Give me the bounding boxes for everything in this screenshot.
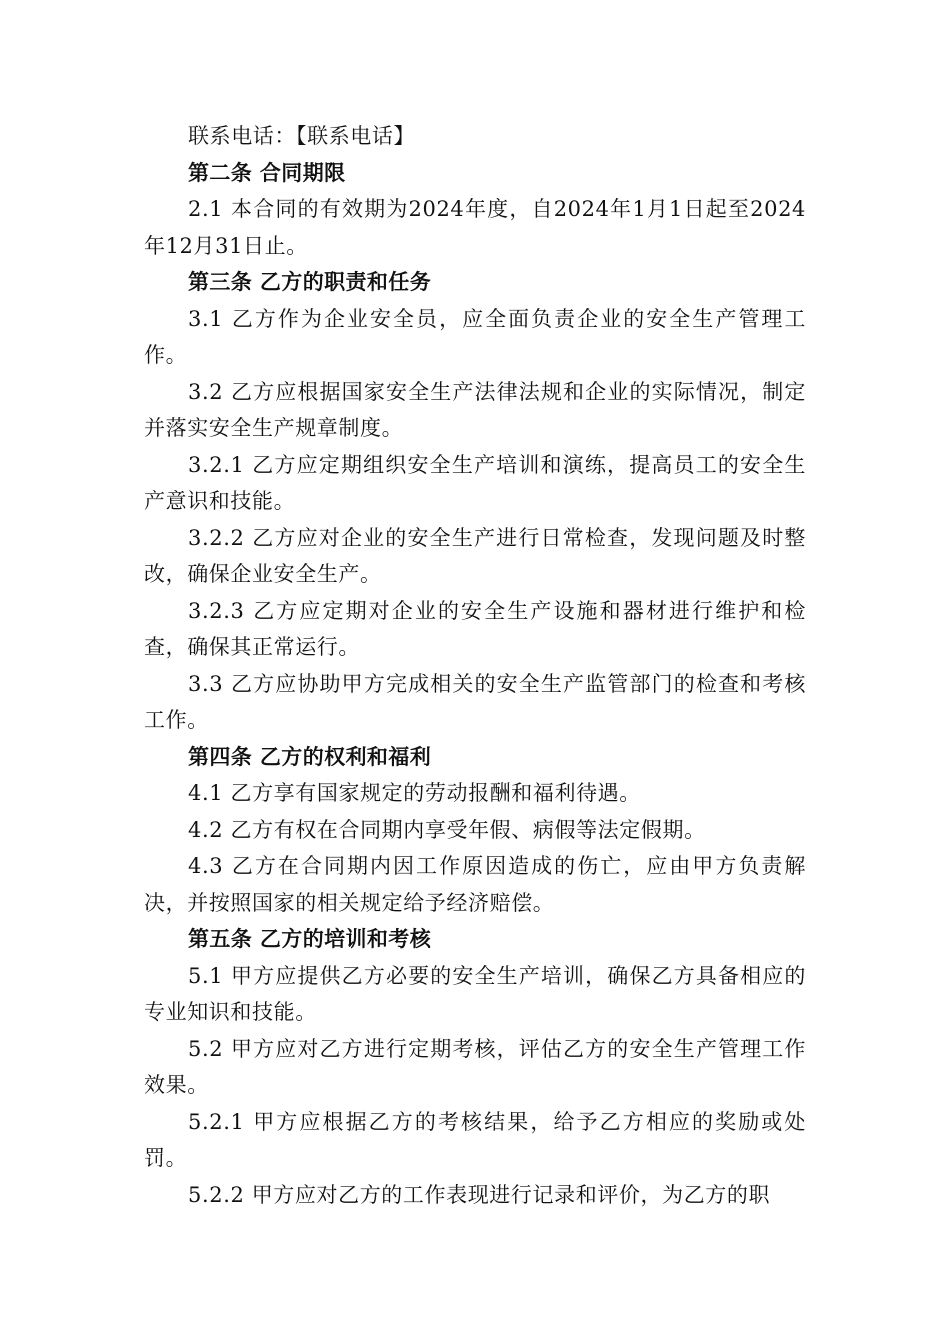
clause-5-2-2: 5.2.2 甲方应对乙方的工作表现进行记录和评价，为乙方的职 <box>188 1182 771 1207</box>
article-4-heading: 第四条 乙方的权利和福利 <box>188 744 432 769</box>
clause-5-2: 5.2 甲方应对乙方进行定期考核，评估乙方的安全生产管理工作效果。 <box>144 1036 806 1097</box>
clause-3-2-1: 3.2.1 乙方应定期组织安全生产培训和演练，提高员工的安全生产意识和技能。 <box>144 452 806 513</box>
clause-2-1: 2.1 本合同的有效期为2024年度，自2024年1月1日起至2024年12月31日止。 <box>144 197 806 258</box>
clause-4-2: 4.2 乙方有权在合同期内享受年假、病假等法定假期。 <box>188 817 706 842</box>
clause-3-2-3: 3.2.3 乙方应定期对企业的安全生产设施和器材进行维护和检查，确保其正常运行。 <box>144 598 806 659</box>
document-body <box>144 118 806 1213</box>
clause-4-1: 4.1 乙方享有国家规定的劳动报酬和福利待遇。 <box>188 781 641 805</box>
clause-5-1: 5.1 甲方应提供乙方必要的安全生产培训，确保乙方具备相应的专业知识和技能。 <box>144 963 806 1024</box>
clause-5-2-1: 5.2.1 甲方应根据乙方的考核结果，给予乙方相应的奖励或处罚。 <box>144 1109 806 1170</box>
article-5-heading: 第五条 乙方的培训和考核 <box>188 927 432 951</box>
clause-3-2: 3.2 乙方应根据国家安全生产法律法规和企业的实际情况，制定并落实安全生产规章制度。 <box>144 379 806 440</box>
clause-3-1: 3.1 乙方作为企业安全员，应全面负责企业的安全生产管理工作。 <box>144 306 806 367</box>
clause-3-2-2: 3.2.2 乙方应对企业的安全生产进行日常检查，发现问题及时整改，确保企业安全生产。 <box>144 525 806 586</box>
article-2-heading: 第二条 合同期限 <box>188 160 346 185</box>
contact-phone-line: 联系电话：【联系电话】 <box>188 124 416 148</box>
article-3-heading: 第三条 乙方的职责和任务 <box>188 270 432 294</box>
clause-3-3: 3.3 乙方应协助甲方完成相关的安全生产监管部门的检查和考核工作。 <box>144 671 806 732</box>
clause-4-3: 4.3 乙方在合同期内因工作原因造成的伤亡，应由甲方负责解决，并按照国家的相关规定给予经济赔偿。 <box>144 854 806 915</box>
